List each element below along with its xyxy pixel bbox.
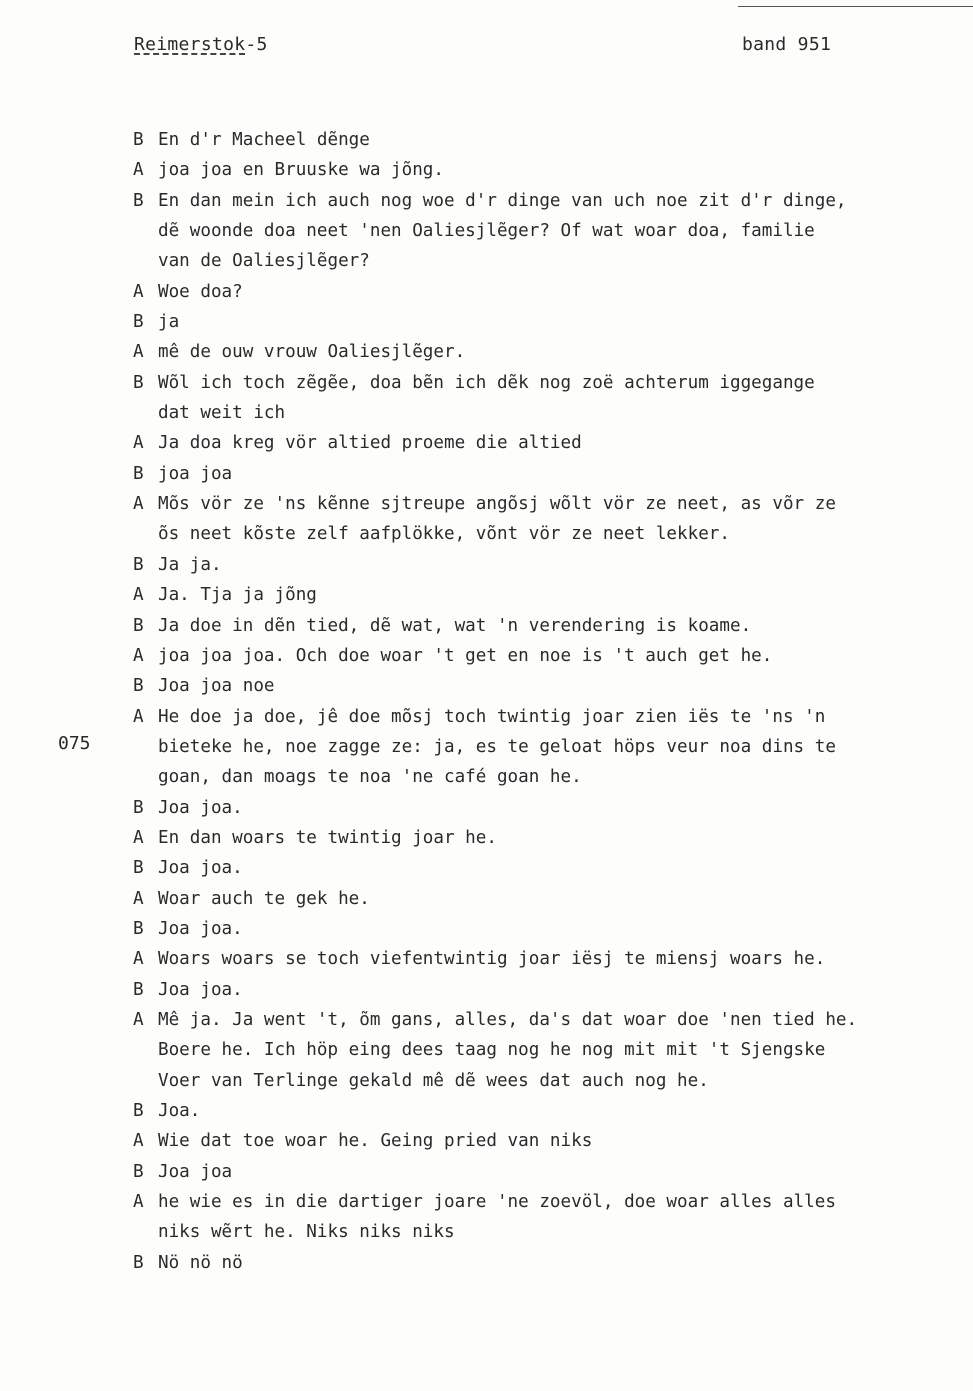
utterance-text: Joa joa. [158,979,243,1000]
transcript-line [133,1035,971,1065]
utterance-text: Woe doa? [158,281,243,302]
utterance-text: Boere he. Ich höp eing dees taag nog he nog mit mit 't Sjengske [158,1040,826,1061]
band-number: band 951 [742,34,832,55]
transcript-line [133,1096,971,1126]
utterance-text: dẽ woonde doa neet 'nen Oaliesjlẽger? Of wat woar doa, familie [158,221,815,242]
utterance-text: dat weit ich [158,403,286,424]
speaker-label: A [133,281,144,302]
transcript-line [133,428,971,458]
utterance-text: Joa joa. [158,858,243,879]
speaker-label: A [133,1131,144,1152]
utterance-text: Ja doa kreg vör altied proeme die altied [158,433,582,454]
speaker-label: A [133,433,144,454]
speaker-label: A [133,706,144,727]
utterance-text: Joa joa noe [158,676,275,697]
speaker-label: B [133,1101,144,1121]
transcript-line [133,1066,971,1096]
transcript-line [133,671,971,701]
transcript-line [133,216,971,246]
transcript-line [133,398,971,428]
transcript-line [133,155,971,185]
transcript-line [133,337,971,367]
transcript-line [133,186,971,216]
utterance-text: joa joa [158,463,233,484]
transcript-line [133,1248,971,1278]
utterance-text: Joa joa [158,1161,233,1182]
title-prefix: Reimerstok [134,34,246,55]
utterance-text: Wie dat toe woar he. Geing pried van niks [158,1131,593,1152]
utterance-text: Joa. [158,1101,201,1121]
speaker-label: B [133,554,144,575]
speaker-label: B [133,130,144,150]
transcript-line [133,459,971,489]
speaker-label: A [133,585,144,606]
speaker-label: A [133,1009,144,1030]
speaker-label: B [133,858,144,879]
utterance-text: Joa joa. [158,797,243,818]
speaker-label: B [133,918,144,939]
utterance-text: he wie es in die dartiger joare 'ne zoevöl, doe woar alles alles [158,1192,836,1213]
utterance-text: He doe ja doe, jê doe mõsj toch twintig joar zien iës te 'ns 'n [158,706,826,727]
utterance-text: õs neet kõste zelf aafplökke, võnt vör ze neet lekker. [158,524,730,545]
utterance-text: joa joa en Bruuske wa jõng. [158,160,444,181]
utterance-text: Woar auch te gek he. [158,888,370,909]
transcript-line [133,246,971,276]
utterance-text: Joa joa. [158,918,243,939]
speaker-label: A [133,827,144,848]
transcript-line [133,884,971,914]
utterance-text: Mê ja. Ja went 't, õm gans, alles, da's dat woar doe 'nen tied he. [158,1009,858,1030]
transcript-line [133,914,971,944]
utterance-text: niks wẽrt he. Niks niks niks [158,1222,455,1243]
transcript-line [133,611,971,641]
transcript-line [133,793,971,823]
utterance-text: Mõs vör ze 'ns kẽnne sjtreupe angõsj wõlt vör ze neet, as võr ze [158,494,836,515]
speaker-label: B [133,1252,144,1273]
transcript-line [133,1217,971,1247]
utterance-text: Wõl ich toch zẽgẽe, doa bẽn ich dẽk nog zoë achterum iggegange [158,372,815,393]
utterance-text: Voer van Terlinge gekald mê dẽ wees dat auch nog he. [158,1070,709,1091]
transcript-line [133,762,971,792]
top-rule [738,6,973,7]
transcript-line [133,975,971,1005]
transcript-body [133,125,971,1278]
speaker-label: A [133,949,144,970]
utterance-text: En dan mein ich auch nog woe d'r dinge van uch noe zit d'r dinge, [158,190,847,211]
utterance-text: joa joa joa. Och doe woar 't get en noe is 't auch get he. [158,645,773,666]
speaker-label: B [133,463,144,484]
transcript-line [133,1157,971,1187]
speaker-label: A [133,342,144,363]
transcript-line [133,732,971,762]
margin-counter: 075 [58,733,91,754]
speaker-label: A [133,888,144,909]
transcript-line [133,944,971,974]
utterance-text: ja [158,312,180,333]
utterance-text: van de Oaliesjlẽger? [158,251,370,272]
utterance-text: Nö nö nö [158,1252,243,1273]
transcript-line [133,580,971,610]
speaker-label: B [133,1161,144,1182]
speaker-label: B [133,797,144,818]
utterance-text: Woars woars se toch viefentwintig joar iësj te miensj woars he. [158,949,826,970]
utterance-text: goan, dan moags te noa 'ne café goan he. [158,767,582,788]
document-title [134,34,268,55]
transcript-line [133,641,971,671]
transcript-line [133,1187,971,1217]
transcript-line [133,853,971,883]
transcript-line [133,368,971,398]
title-suffix: -5 [245,34,268,55]
speaker-label: B [133,190,144,211]
speaker-label: B [133,312,144,333]
utterance-text: Ja ja. [158,554,222,575]
utterance-text: En d'r Macheel dẽnge [158,130,370,150]
speaker-label: B [133,615,144,636]
transcript-line [133,1005,971,1035]
utterance-text: mê de ouw vrouw Oaliesjlẽger. [158,342,466,363]
transcript-line [133,125,971,155]
speaker-label: A [133,494,144,515]
speaker-label: A [133,1192,144,1213]
speaker-label: A [133,645,144,666]
transcript-line [133,519,971,549]
transcript-line [133,823,971,853]
transcript-line [133,489,971,519]
utterance-text: Ja doe in dẽn tied, dẽ wat, wat 'n verendering is koame. [158,615,752,636]
utterance-text: bieteke he, noe zagge ze: ja, es te geloat höps veur noa dins te [158,736,836,757]
transcript-line [133,702,971,732]
speaker-label: B [133,676,144,697]
utterance-text: En dan woars te twintig joar he. [158,827,497,848]
transcript-line [133,277,971,307]
transcript-line [133,1126,971,1156]
speaker-label: B [133,979,144,1000]
speaker-label: B [133,372,144,393]
speaker-label: A [133,160,144,181]
transcript-line [133,550,971,580]
utterance-text: Ja. Tja ja jõng [158,585,317,606]
transcript-line [133,307,971,337]
